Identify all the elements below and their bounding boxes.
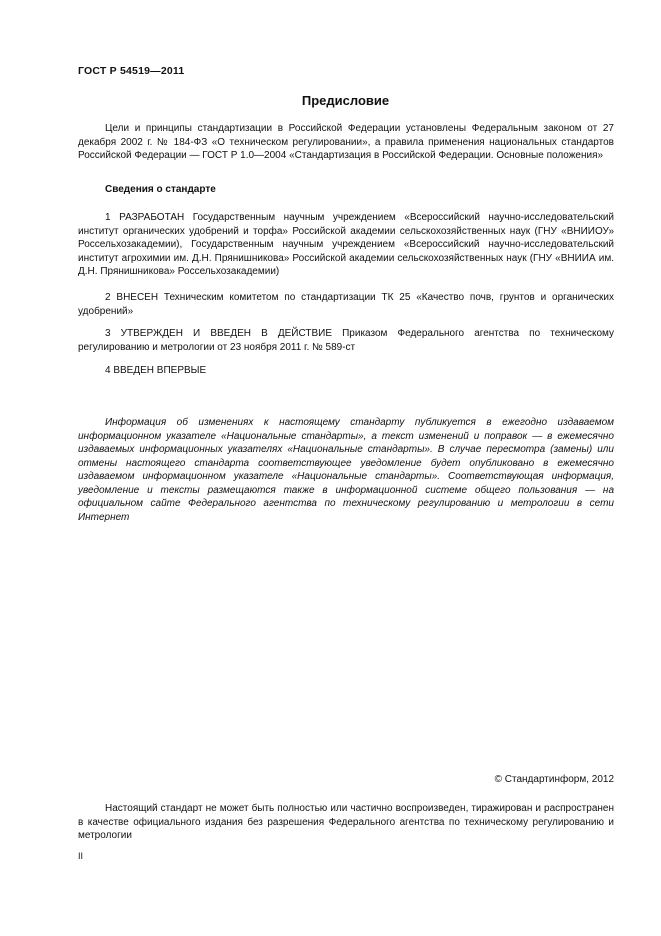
copyright-line: © Стандартинформ, 2012 — [494, 774, 614, 785]
page-title: Предисловие — [301, 93, 390, 108]
intro-paragraph: Цели и принципы стандартизации в Российской Федерации установлены Федеральным законом от 27 декабря 2002 г. № 184-ФЗ «О техническом регулировании», а правила применения национальных стандартов Российской Федерации — ГОСТ Р 1.0—2004 «Стандартизация в Российской Федерации. Основные положения» — [78, 123, 614, 161]
item-1-paragraph: 1 РАЗРАБОТАН Государственным научным учреждением «Всероссийский научно-исследовательский институт органических удобрений и торфа» Российской академии сельскохозяйственных наук (ГНУ «ВНИИОУ» Россельхозакадемии), Государственным научным учреждением «Всероссийский научно-исследовательский институт агрохимии им. Д.Н. Прянишникова» Российской академии сельскохозяйственных наук (ГНУ «ВНИИА им. Д.Н. Прянишникова» Россельхозакадемии) — [78, 212, 614, 277]
page-number: II — [78, 851, 84, 861]
reproduction-notice: Настоящий стандарт не может быть полностью или частично воспроизведен, тиражирован и распространен в качестве официального издания без разрешения Федерального агентства по техническому регулированию и метрологии — [78, 803, 614, 841]
item-3-paragraph: 3 УТВЕРЖДЕН И ВВЕДЕН В ДЕЙСТВИЕ Приказом Федерального агентства по техническому регулированию и метрологии от 23 ноября 2011 г. № 589-ст — [78, 328, 614, 353]
item-4-paragraph: 4 ВВЕДЕН ВПЕРВЫЕ — [105, 365, 207, 376]
item-2-paragraph: 2 ВНЕСЕН Техническим комитетом по стандартизации ТК 25 «Качество почв, грунтов и органических удобрений» — [78, 292, 614, 317]
section-label: Сведения о стандарте — [105, 184, 216, 195]
info-note-paragraph: Информация об изменениях к настоящему стандарту публикуется в ежегодно издаваемом информационном указателе «Национальные стандарты», а текст изменений и поправок — в ежемесячно издаваемых информационных указателях «Национальные стандарты». В случае пересмотра (замены) или отмены настоящего стандарта соответствующее уведомление будет опубликовано в ежемесячно издаваемом информационном указателе «Национальные стандарты». Соответствующая информация, уведомление и тексты размещаются также в информационной системе общего пользования — на официальном сайте Федерального агентства по техническому регулированию и метрологии в сети Интернет — [78, 417, 614, 523]
document-id-header: ГОСТ Р 54519—2011 — [78, 65, 185, 77]
